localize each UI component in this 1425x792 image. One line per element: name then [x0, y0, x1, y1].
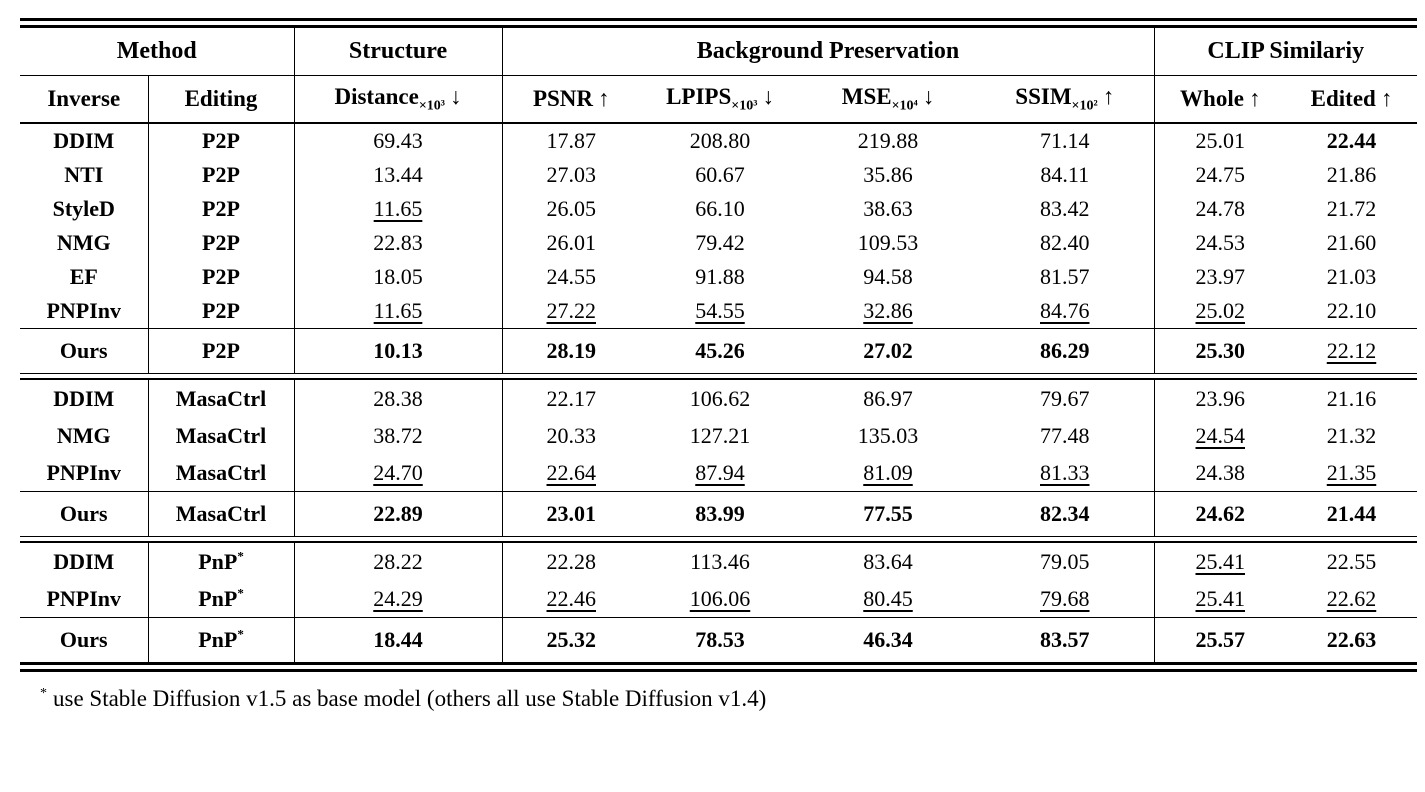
cell-inverse: PNPInv — [20, 580, 148, 618]
cell-ssim: 83.42 — [976, 192, 1154, 226]
row-nti-p2p — [20, 158, 1417, 192]
cell-psnr: 23.01 — [502, 492, 640, 537]
header-method: Method — [20, 28, 294, 76]
cell-inverse: StyleD — [20, 192, 148, 226]
bottom-double-rule — [20, 662, 1417, 672]
subheader-row — [20, 76, 1417, 124]
cell-inverse: PNPInv — [20, 454, 148, 492]
cell-edited: 22.12 — [1286, 329, 1417, 374]
down-arrow-icon: ↓ — [450, 83, 462, 109]
cell-edited: 22.10 — [1326, 298, 1377, 323]
cell-editing: P2P — [148, 226, 294, 260]
subheader-inverse: Inverse — [20, 76, 148, 124]
cell-inverse: NMG — [20, 417, 148, 454]
row-pnpinv-p2p — [20, 294, 1417, 329]
row-ddim-masactrl — [20, 380, 1417, 417]
cell-editing: P2P — [148, 260, 294, 294]
cell-whole: 25.41 — [1195, 585, 1245, 611]
cell-lpips: 54.55 — [695, 298, 745, 323]
cell-mse: 32.86 — [863, 298, 913, 323]
cell-edited: 21.16 — [1326, 385, 1377, 411]
cell-ssim: 79.05 — [976, 543, 1154, 580]
subheader-ssim-label: SSIM — [1015, 83, 1072, 109]
cell-ssim: 77.48 — [976, 417, 1154, 454]
cell-editing: P2P — [148, 192, 294, 226]
asterisk-marker: * — [237, 626, 244, 642]
cell-inverse: Ours — [20, 492, 148, 537]
cell-edited: 21.44 — [1286, 492, 1417, 537]
cell-psnr: 27.22 — [546, 298, 596, 323]
cell-mse: 135.03 — [857, 422, 919, 448]
down-arrow-icon: ↓ — [762, 83, 774, 109]
cell-edited: 21.60 — [1326, 230, 1377, 255]
cell-distance: 24.70 — [294, 454, 502, 492]
subheader-ssim — [976, 76, 1154, 124]
cell-inverse: Ours — [20, 329, 148, 374]
row-nmg-masactrl — [20, 417, 1417, 454]
cell-mse: 219.88 — [857, 128, 919, 153]
cell-distance: 10.13 — [294, 329, 502, 374]
cell-ssim: 71.14 — [976, 123, 1154, 158]
footnote-text: use Stable Diffusion v1.5 as base model (others all use Stable Diffusion v1.4) — [53, 686, 767, 711]
cell-psnr: 27.03 — [546, 162, 596, 187]
cell-whole: 24.75 — [1195, 162, 1245, 187]
cell-distance: 11.65 — [294, 192, 502, 226]
cell-edited: 21.32 — [1326, 422, 1377, 448]
cell-psnr: 22.64 — [546, 459, 596, 485]
cell-whole: 25.02 — [1195, 298, 1245, 323]
cell-whole: 24.53 — [1195, 230, 1245, 255]
row-ddim-p2p — [20, 123, 1417, 158]
editing-label: PnP — [198, 548, 238, 574]
asterisk-marker: * — [237, 548, 244, 564]
cell-editing — [148, 543, 294, 580]
page — [0, 18, 1425, 792]
cell-psnr: 28.19 — [502, 329, 640, 374]
cell-edited: 21.72 — [1326, 196, 1377, 221]
cell-editing: MasaCtrl — [148, 380, 294, 417]
row-styled-p2p — [20, 192, 1417, 226]
cell-psnr: 17.87 — [546, 128, 596, 153]
double-rule — [20, 373, 1417, 380]
row-ours-masactrl — [20, 492, 1417, 537]
mse-scale-subscript: ×10⁴ — [891, 98, 918, 114]
subheader-distance — [294, 76, 502, 124]
cell-mse: 109.53 — [857, 230, 919, 255]
cell-editing — [148, 580, 294, 618]
results-table — [20, 18, 1417, 672]
row-nmg-p2p — [20, 226, 1417, 260]
cell-inverse: PNPInv — [20, 294, 148, 329]
row-ef-p2p — [20, 260, 1417, 294]
cell-mse: 94.58 — [863, 264, 913, 289]
cell-inverse: NMG — [20, 226, 148, 260]
cell-mse: 77.55 — [800, 492, 976, 537]
subheader-psnr-label: PSNR — [532, 86, 594, 111]
cell-editing: MasaCtrl — [148, 417, 294, 454]
cell-inverse: NTI — [20, 158, 148, 192]
subheader-lpips-label: LPIPS — [666, 83, 732, 109]
subheader-mse-label: MSE — [841, 83, 892, 109]
header-clip-similarity: CLIP Similariy — [1154, 28, 1417, 76]
cell-editing: P2P — [148, 123, 294, 158]
cell-lpips: 113.46 — [690, 548, 750, 574]
cell-mse: 35.86 — [863, 162, 913, 187]
cell-ssim: 84.11 — [976, 158, 1154, 192]
up-arrow-icon: ↑ — [1380, 86, 1393, 111]
cell-distance: 38.72 — [294, 417, 502, 454]
cell-whole: 25.30 — [1154, 329, 1286, 374]
cell-distance: 18.05 — [294, 260, 502, 294]
cell-distance: 22.83 — [294, 226, 502, 260]
cell-psnr: 25.32 — [502, 618, 640, 663]
cell-ssim: 82.40 — [976, 226, 1154, 260]
cell-distance: 18.44 — [294, 618, 502, 663]
cell-lpips: 127.21 — [689, 422, 751, 448]
cell-psnr: 22.28 — [546, 548, 596, 574]
cell-ssim: 86.29 — [976, 329, 1154, 374]
cell-editing: P2P — [148, 294, 294, 329]
subheader-edited-label: Edited — [1310, 86, 1376, 111]
cell-lpips: 79.42 — [695, 230, 745, 255]
cell-ssim: 82.34 — [976, 492, 1154, 537]
row-pnpinv-masactrl — [20, 454, 1417, 492]
cell-whole: 24.62 — [1154, 492, 1286, 537]
cell-editing: P2P — [148, 158, 294, 192]
cell-mse: 27.02 — [800, 329, 976, 374]
cell-mse: 81.09 — [863, 459, 913, 485]
cell-edited: 22.63 — [1286, 618, 1417, 663]
subheader-whole-label: Whole — [1180, 86, 1244, 111]
up-arrow-icon: ↑ — [598, 86, 610, 111]
cell-lpips: 45.26 — [640, 329, 800, 374]
row-ddim-pnp — [20, 543, 1417, 580]
subheader-edited — [1286, 76, 1417, 124]
double-rule — [20, 536, 1417, 543]
cell-distance: 13.44 — [294, 158, 502, 192]
cell-distance: 28.38 — [294, 380, 502, 417]
cell-whole: 24.78 — [1195, 196, 1245, 221]
row-pnpinv-pnp — [20, 580, 1417, 618]
editing-label: PnP — [198, 585, 238, 611]
cell-psnr: 24.55 — [546, 264, 596, 289]
rule-row-bottom — [20, 662, 1417, 672]
cell-editing: P2P — [148, 329, 294, 374]
editing-label: PnP — [198, 627, 238, 652]
cell-edited: 21.86 — [1326, 162, 1377, 187]
rule-row-after-masactrl — [20, 536, 1417, 543]
cell-inverse: DDIM — [20, 543, 148, 580]
cell-lpips: 83.99 — [640, 492, 800, 537]
cell-inverse: Ours — [20, 618, 148, 663]
group-header-row — [20, 28, 1417, 76]
cell-psnr: 26.01 — [546, 230, 596, 255]
subheader-distance-label: Distance — [334, 83, 419, 109]
cell-edited: 21.03 — [1326, 264, 1377, 289]
cell-mse: 80.45 — [863, 585, 913, 611]
cell-edited: 22.55 — [1326, 548, 1377, 574]
cell-mse: 83.64 — [863, 548, 913, 574]
ssim-scale-subscript: ×10² — [1071, 98, 1098, 114]
cell-whole: 23.97 — [1195, 264, 1245, 289]
cell-lpips: 66.10 — [695, 196, 745, 221]
cell-whole: 24.38 — [1195, 459, 1245, 485]
cell-ssim: 81.57 — [976, 260, 1154, 294]
cell-whole: 25.57 — [1154, 618, 1286, 663]
cell-lpips: 60.67 — [695, 162, 745, 187]
cell-whole: 25.01 — [1195, 128, 1245, 153]
cell-edited: 21.35 — [1326, 459, 1377, 485]
subheader-mse — [800, 76, 976, 124]
subheader-editing: Editing — [148, 76, 294, 124]
cell-inverse: EF — [20, 260, 148, 294]
cell-inverse: DDIM — [20, 123, 148, 158]
rule-row-after-p2p — [20, 373, 1417, 380]
cell-mse: 86.97 — [863, 385, 913, 411]
cell-lpips: 208.80 — [689, 128, 751, 153]
cell-lpips: 78.53 — [640, 618, 800, 663]
cell-ssim: 83.57 — [976, 618, 1154, 663]
cell-whole: 24.54 — [1195, 422, 1245, 448]
cell-lpips: 87.94 — [695, 459, 745, 485]
row-ours-pnp — [20, 618, 1417, 663]
cell-edited: 22.44 — [1326, 128, 1377, 153]
cell-psnr: 20.33 — [546, 422, 596, 448]
cell-whole: 25.41 — [1195, 548, 1245, 574]
rule-row-top — [20, 18, 1417, 28]
header-background-preservation: Background Preservation — [502, 28, 1154, 76]
subheader-whole — [1154, 76, 1286, 124]
cell-lpips: 106.62 — [689, 385, 751, 411]
top-double-rule — [20, 18, 1417, 28]
cell-whole: 23.96 — [1195, 385, 1245, 411]
up-arrow-icon: ↑ — [1248, 86, 1261, 111]
cell-distance: 69.43 — [294, 123, 502, 158]
cell-editing — [148, 618, 294, 663]
cell-mse: 46.34 — [800, 618, 976, 663]
down-arrow-icon: ↓ — [922, 83, 935, 109]
cell-distance: 24.29 — [294, 580, 502, 618]
cell-psnr: 22.46 — [546, 585, 596, 611]
cell-ssim: 81.33 — [976, 454, 1154, 492]
lpips-scale-subscript: ×10³ — [731, 98, 758, 114]
cell-psnr: 22.17 — [546, 385, 596, 411]
cell-editing: MasaCtrl — [148, 492, 294, 537]
cell-ssim: 79.67 — [976, 380, 1154, 417]
cell-editing: MasaCtrl — [148, 454, 294, 492]
cell-distance: 28.22 — [294, 543, 502, 580]
cell-lpips: 106.06 — [689, 585, 751, 611]
cell-distance: 22.89 — [294, 492, 502, 537]
footnote — [40, 686, 1425, 712]
cell-edited: 22.62 — [1326, 585, 1377, 611]
cell-mse: 38.63 — [863, 196, 913, 221]
header-structure: Structure — [294, 28, 502, 76]
subheader-lpips — [640, 76, 800, 124]
cell-ssim: 84.76 — [976, 294, 1154, 329]
cell-inverse: DDIM — [20, 380, 148, 417]
cell-lpips: 91.88 — [695, 264, 745, 289]
subheader-psnr — [502, 76, 640, 124]
distance-scale-subscript: ×10³ — [418, 98, 445, 114]
row-ours-p2p — [20, 329, 1417, 374]
cell-ssim: 79.68 — [976, 580, 1154, 618]
up-arrow-icon: ↑ — [1102, 83, 1115, 109]
footnote-asterisk-marker: * — [40, 686, 47, 702]
asterisk-marker: * — [237, 585, 244, 601]
cell-distance: 11.65 — [294, 294, 502, 329]
cell-psnr: 26.05 — [546, 196, 596, 221]
